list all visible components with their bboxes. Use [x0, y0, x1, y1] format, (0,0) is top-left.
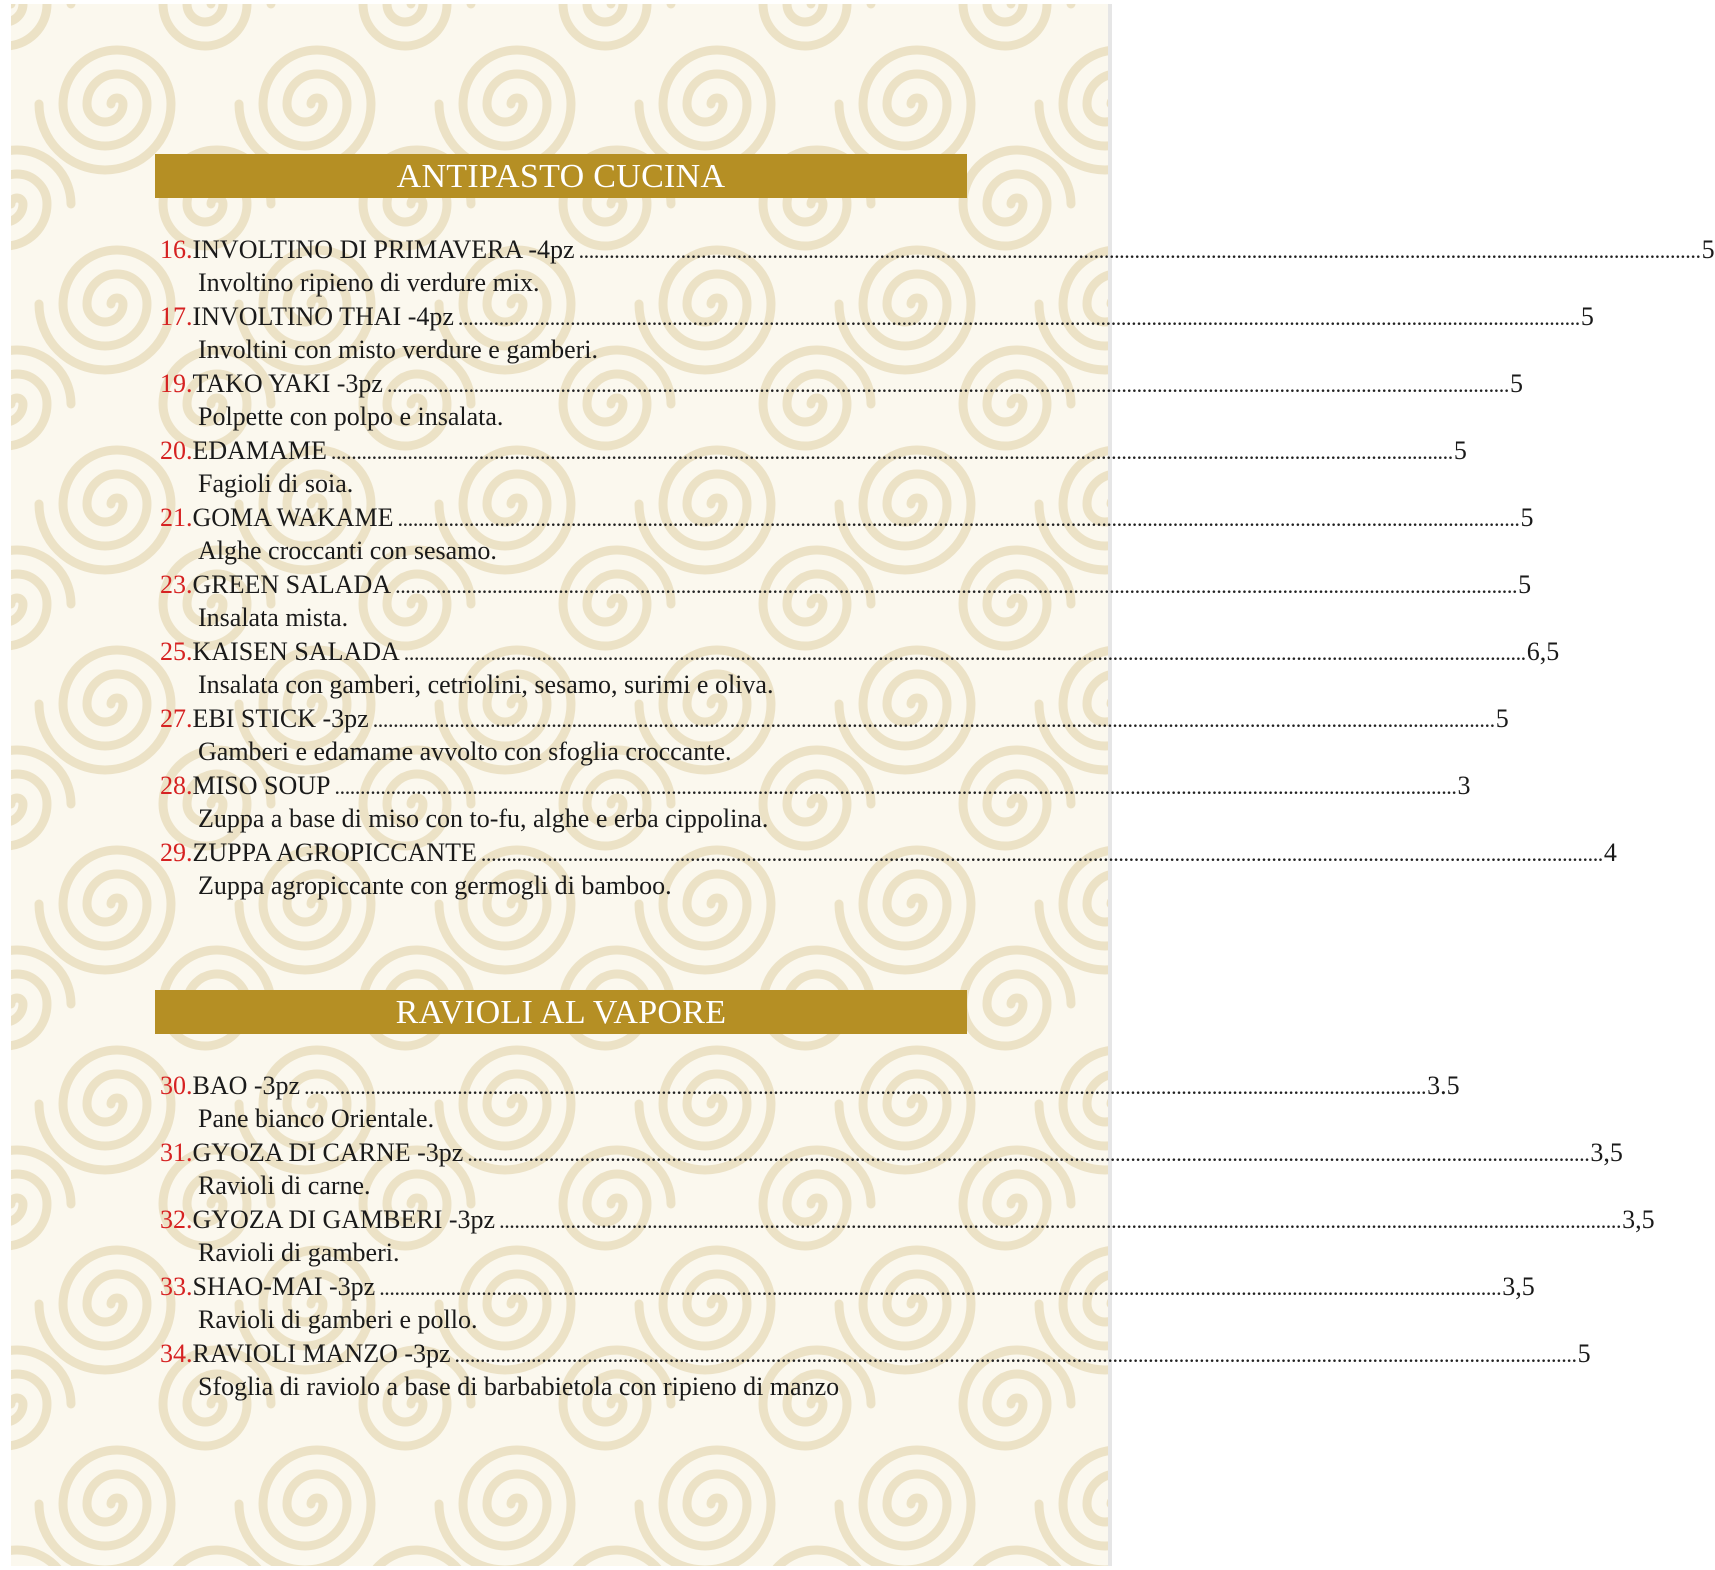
item-number: 31. [160, 1138, 193, 1167]
dot-leader: ............................................................................................................................................................................................................................ [304, 1074, 1427, 1099]
item-price: 4 [1603, 838, 1617, 867]
item-number: 34. [160, 1339, 193, 1368]
menu-item [160, 300, 1594, 367]
item-price: 5 [1495, 704, 1509, 733]
item-number: 17. [160, 302, 193, 331]
item-price: 6,5 [1526, 637, 1560, 666]
item-price: 5 [1701, 235, 1715, 264]
item-price: 3 [1457, 771, 1471, 800]
menu-item [160, 568, 1532, 635]
item-name: BAO -3pz [192, 1071, 301, 1100]
menu-item [160, 1136, 1623, 1203]
item-description: Zuppa agropiccante con germogli di bamboo. [198, 871, 672, 900]
item-name: EBI STICK -3pz [192, 704, 369, 733]
item-description: Polpette con polpo e insalata. [198, 402, 504, 431]
dot-leader: ............................................................................................................................................................................................................................ [372, 707, 1495, 732]
dot-leader: ............................................................................................................................................................................................................................ [379, 1275, 1502, 1300]
item-description: Sfoglia di raviolo a base di barbabietola con ripieno di manzo [198, 1372, 840, 1401]
dot-leader: ............................................................................................................................................................................................................................ [578, 238, 1701, 263]
item-description: Zuppa a base di miso con to-fu, alghe e erba cippolina. [198, 804, 769, 833]
menu-item [160, 836, 1617, 903]
item-description: Pane bianco Orientale. [198, 1104, 435, 1133]
item-name: TAKO YAKI -3pz [192, 369, 383, 398]
item-price: 5 [1509, 369, 1523, 398]
ravioli-al-vapore-list [160, 1069, 1655, 1404]
item-name: MISO SOUP [192, 771, 331, 800]
menu-item [160, 635, 1560, 702]
item-name: GOMA WAKAME [192, 503, 394, 532]
item-description: Gamberi e edamame avvolto con sfoglia croccante. [198, 737, 732, 766]
item-number: 30. [160, 1071, 193, 1100]
dot-leader: ............................................................................................................................................................................................................................ [386, 372, 1509, 397]
section-header-antipasto-cucina: ANTIPASTO CUCINA [155, 154, 967, 198]
item-price: 3,5 [1622, 1205, 1655, 1234]
item-name: GREEN SALADA [192, 570, 392, 599]
dot-leader: ............................................................................................................................................................................................................................ [457, 305, 1580, 330]
item-price: 3.5 [1427, 1071, 1460, 1100]
item-number: 27. [160, 704, 193, 733]
item-price: 3,5 [1590, 1138, 1623, 1167]
item-description: Alghe croccanti con sesamo. [198, 536, 497, 565]
item-number: 29. [160, 838, 193, 867]
item-number: 19. [160, 369, 193, 398]
item-number: 25. [160, 637, 193, 666]
menu-item [160, 501, 1534, 568]
item-number: 23. [160, 570, 193, 599]
item-name: SHAO-MAI -3pz [192, 1272, 376, 1301]
item-number: 20. [160, 436, 193, 465]
dot-leader: ............................................................................................................................................................................................................................ [499, 1208, 1622, 1233]
item-name: INVOLTINO DI PRIMAVERA -4pz [192, 235, 575, 264]
item-price: 3,5 [1502, 1272, 1535, 1301]
menu-item [160, 1337, 1591, 1404]
dot-leader: ............................................................................................................................................................................................................................ [330, 439, 1453, 464]
item-number: 21. [160, 503, 193, 532]
item-name: INVOLTINO THAI -4pz [192, 302, 454, 331]
menu-item [160, 233, 1715, 300]
item-number: 16. [160, 235, 193, 264]
item-description: Involtino ripieno di verdure mix. [198, 268, 540, 297]
dot-leader: ............................................................................................................................................................................................................................ [403, 640, 1526, 665]
dot-leader: ............................................................................................................................................................................................................................ [334, 774, 1457, 799]
item-description: Ravioli di gamberi. [198, 1238, 400, 1267]
antipasto-cucina-list [160, 233, 1715, 903]
item-price: 5 [1518, 570, 1532, 599]
section-header-ravioli-al-vapore: RAVIOLI AL VAPORE [155, 990, 967, 1034]
item-description: Fagioli di soia. [198, 469, 354, 498]
dot-leader: ............................................................................................................................................................................................................................ [467, 1141, 1590, 1166]
menu-item [160, 367, 1523, 434]
item-price: 5 [1453, 436, 1467, 465]
menu-item [160, 1069, 1460, 1136]
dot-leader: ............................................................................................................................................................................................................................ [454, 1342, 1577, 1367]
item-name: ZUPPA AGROPICCANTE [192, 838, 477, 867]
item-number: 28. [160, 771, 193, 800]
item-description: Insalata mista. [198, 603, 349, 632]
menu-item [160, 769, 1471, 836]
dot-leader: ............................................................................................................................................................................................................................ [395, 573, 1518, 598]
item-name: EDAMAME [192, 436, 327, 465]
item-description: Ravioli di gamberi e pollo. [198, 1305, 478, 1334]
item-name: RAVIOLI MANZO -3pz [192, 1339, 451, 1368]
item-number: 33. [160, 1272, 193, 1301]
item-price: 5 [1577, 1339, 1591, 1368]
dot-leader: ............................................................................................................................................................................................................................ [480, 841, 1603, 866]
menu-page [11, 4, 1715, 1566]
item-description: Ravioli di carne. [198, 1171, 371, 1200]
item-price: 5 [1520, 503, 1534, 532]
menu-item [160, 1203, 1655, 1270]
item-name: GYOZA DI CARNE -3pz [192, 1138, 464, 1167]
item-number: 32. [160, 1205, 193, 1234]
item-price: 5 [1580, 302, 1594, 331]
item-name: GYOZA DI GAMBERI -3pz [192, 1205, 496, 1234]
menu-item [160, 434, 1467, 501]
menu-item [160, 1270, 1535, 1337]
item-name: KAISEN SALADA [192, 637, 400, 666]
item-description: Involtini con misto verdure e gamberi. [198, 335, 599, 364]
menu-item [160, 702, 1509, 769]
dot-leader: ............................................................................................................................................................................................................................ [397, 506, 1520, 531]
item-description: Insalata con gamberi, cetriolini, sesamo, surimi e oliva. [198, 670, 774, 699]
